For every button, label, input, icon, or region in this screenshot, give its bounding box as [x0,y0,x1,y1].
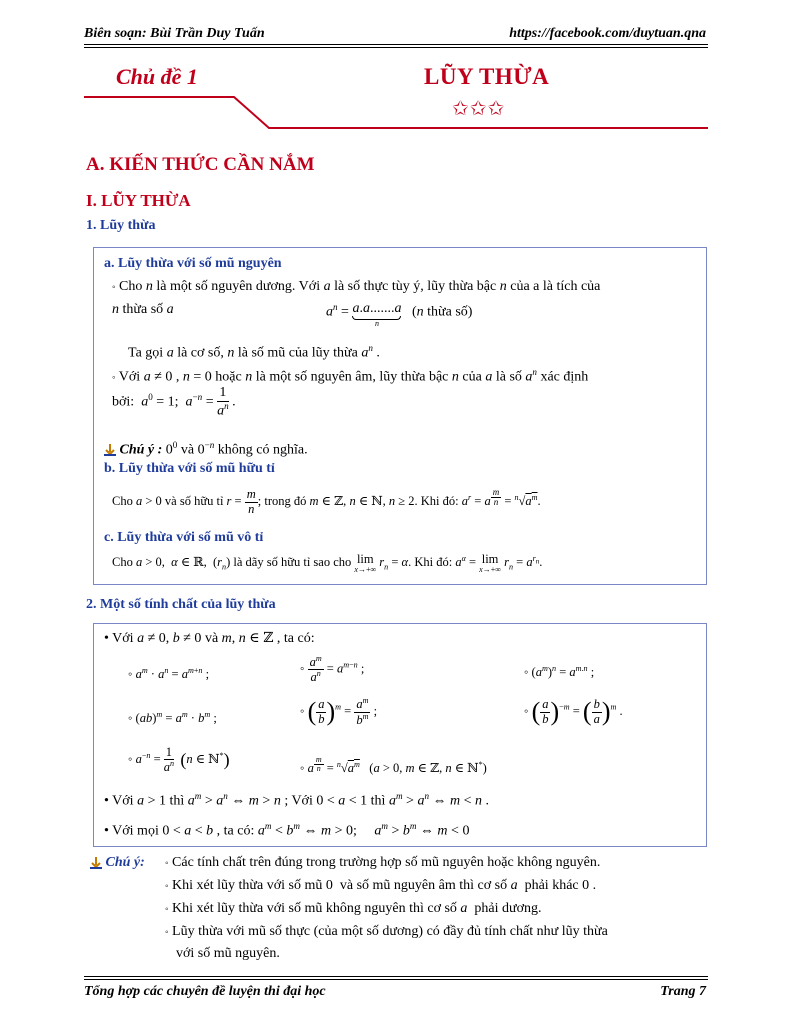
power-product-formula: $a^n = a.a.......a$ n (n thừa số) [326,301,473,328]
integer-exponent-line1: ◦ Cho n là một số nguyên dương. Với a là số thực tùy ý, lũy thừa bậc n của a là tích của [112,279,601,294]
power-of-power-rule: ◦ $(a^m)^n = a^{m.n}$ ; [524,664,595,680]
irrational-exponent-heading: c. Lũy thừa với số mũ vô tỉ [104,530,264,545]
properties-intro: • Với a ≠ 0, b ≠ 0 và m, n ∈ ℤ , ta có: [104,631,315,646]
footer-rule [84,979,708,980]
undefined-note: Chú ý : $0^0$ và $0^{-n}$ không có nghĩa. [104,440,308,459]
rational-exponent-line: Cho a > 0 và số hữu tỉ r = $\frac{m}{n}$ ; trong đó m ∈ ℤ, n ∈ ℕ, n ≥ 2. Khi đó: $a^r = a$ $^{\frac{m}{n}}$ = $^n√a^m$. [112,487,541,516]
notes-label: Chú ý: [90,855,145,871]
topic-title: LŨY THỪA [424,64,550,89]
topic-label: Chủ đề 1 [116,64,198,89]
header-url[interactable]: https://facebook.com/duytuan.qna [509,26,706,41]
topic-divider-line [84,92,708,132]
note-1: ◦ Các tính chất trên đúng trong trường hợp số mũ nguyên hoặc không nguyên. [165,855,601,870]
comparison-rule-2: • Với mọi 0 < a < b , ta có: $a^m < b^m$ ⇔ m > 0; $a^m > b^m$ ⇔ m < 0 [104,821,470,839]
footer-title: Tổng hợp các chuyên đề luyện thi đại học [84,984,326,999]
page-number: Trang 7 [660,984,706,999]
rational-root-rule: ◦ a $^{\frac{m}{n}}$ = $^n√a^m$ (a > 0, m ∈ ℤ, n ∈ ℕ*) [300,755,487,775]
zero-negative-exponent-line: ◦ Với a ≠ 0 , n = 0 hoặc n là một số nguyên âm, lũy thừa bậc n của a là số $a^n$ xác định [112,367,589,385]
power-of-product-rule: ◦ $(ab)^m = a^m \cdot b^m$ ; [128,710,217,726]
difficulty-stars: ✩✩✩ [452,98,506,120]
warning-icon [104,444,116,456]
product-rule: ◦ $a^m \cdot a^n = a^{m+n}$ ; [128,666,210,682]
header-rule-thin [84,47,708,48]
base-exponent-line: Ta gọi a là cơ số, n là số mũ của lũy thừa $a^n$ . [128,343,380,361]
warning-icon [90,857,102,869]
integer-exponent-line2: n thừa số a [112,302,174,317]
properties-box [93,623,707,847]
irrational-exponent-line: Cho a > 0, α ∈ ℝ, $(r_n)$ là dãy số hữu tỉ sao cho lim x→+∞ $r_n = \alpha$. Khi đó: $a^\alpha$ = lim x→+∞ $r_n = a^{r_n}$. [112,552,543,574]
power-of-quotient-rule: ◦ ( $\frac{a}{b}$ )$^m$ = $\frac{a^m}{b^m}$ ; [300,696,378,727]
comparison-rule-1: • Với a > 1 thì $a^m > a^n$ ⇔ m > n ; Với 0 < a < 1 thì $a^m > a^n$ ⇔ m < n . [104,791,490,809]
subsection-2-heading: 2. Một số tính chất của lũy thừa [86,597,276,612]
header-author: Biên soạn: Bùi Trần Duy Tuấn [84,26,265,41]
note-2: ◦ Khi xét lũy thừa với số mũ 0 và số mũ nguyên âm thì cơ số a phải khác 0 . [165,878,597,893]
footer-rule-thin [84,976,708,977]
note-4-continued: với số mũ nguyên. [176,946,280,961]
rational-exponent-heading: b. Lũy thừa với số mũ hữu tỉ [104,461,275,476]
section-i-heading: I. LŨY THỪA [86,191,191,210]
negative-power-quotient-rule: ◦ ( $\frac{a}{b}$ )$^{-m}$ = ( $\frac{b}{a}$ )$^m$ . [524,697,623,726]
header-rule [84,44,708,45]
subsection-1-heading: 1. Lũy thừa [86,218,156,233]
note-4: ◦ Lũy thừa với mũ số thực (của một số dương) có đầy đủ tính chất như lũy thừa [165,924,608,939]
note-3: ◦ Khi xét lũy thừa với số mũ không nguyên thì cơ số a phải dương. [165,901,542,916]
negative-exponent-rule: ◦ $a^{-n}$ = $\frac{1}{a^n}$ (n ∈ ℕ*) [128,745,230,775]
quotient-rule: ◦ $\frac{a^m}{a^n}$ = $a^{m-n}$ ; [300,654,365,685]
zero-negative-exponent-formula: bởi: $a^0 = 1$; $a^{-n}$ = $\frac{1}{a^n}$ . [112,385,236,419]
integer-exponent-heading: a. Lũy thừa với số mũ nguyên [104,256,282,271]
section-a-heading: A. KIẾN THỨC CẦN NẮM [86,154,315,175]
